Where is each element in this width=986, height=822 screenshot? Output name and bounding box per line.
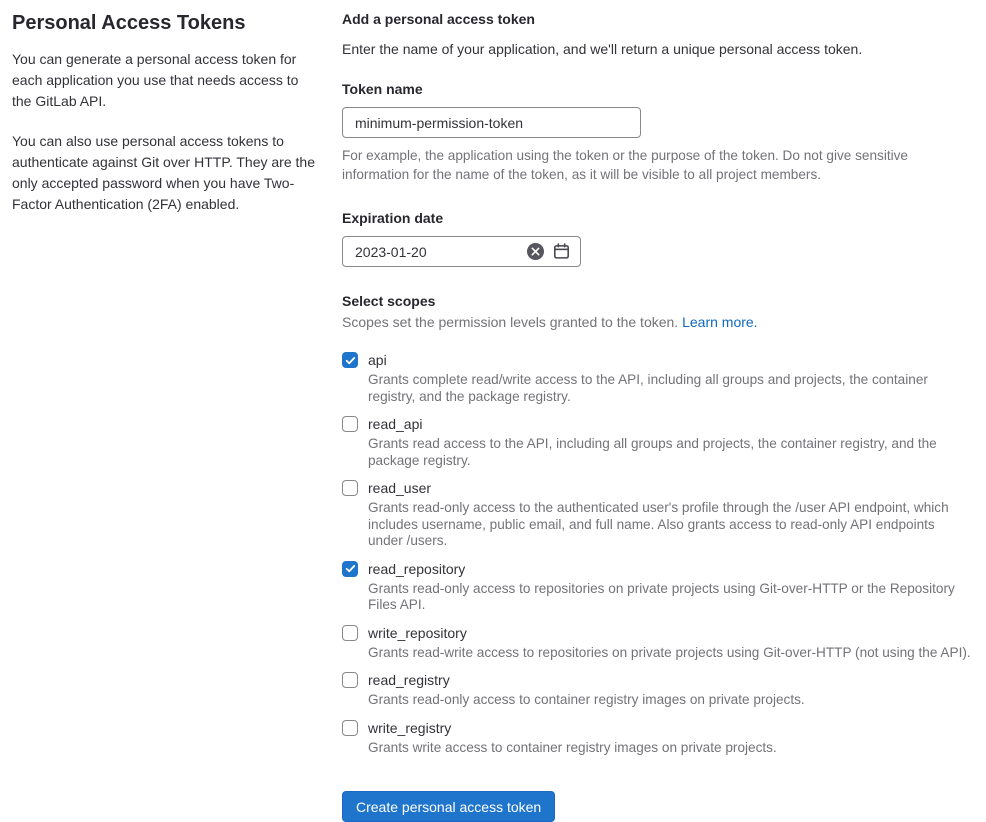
- scopes-list: [342, 350, 974, 756]
- checkbox-write-registry[interactable]: [342, 720, 358, 736]
- select-scopes-section: [342, 293, 974, 756]
- scope-description-api: Grants complete read/write access to the API, including all groups and projects, the container registry, and the package registry.: [368, 372, 928, 404]
- token-name-field-block: [342, 81, 974, 184]
- scope-label-read-registry[interactable]: read_registry: [368, 672, 450, 688]
- scope-row-read-repository[interactable]: [342, 559, 974, 579]
- scope-label-write-registry[interactable]: write_registry: [368, 719, 452, 736]
- intro-paragraph-1: You can generate a personal access token for each application you use that needs access to the GitLab API.: [12, 51, 299, 109]
- token-name-help: For example, the application using the token or the purpose of the token. Do not give sensitive information for the name of the token, as it will be visible to all project members.: [342, 148, 908, 182]
- intro-paragraph-2: You can also use personal access tokens to authenticate against Git over HTTP. They are the only accepted password when you have Two-Factor Authentication (2FA) enabled.: [12, 133, 315, 212]
- expiration-field-block: [342, 210, 974, 267]
- checkbox-api[interactable]: [342, 352, 358, 368]
- form-heading: Add a personal access token: [342, 11, 535, 27]
- checkbox-read-repository[interactable]: [342, 561, 358, 577]
- scope-label-read-repository[interactable]: read_repository: [368, 560, 466, 577]
- checkbox-read-registry[interactable]: [342, 672, 358, 688]
- scope-row-write-repository[interactable]: [342, 623, 974, 643]
- scope-description-read-registry: Grants read-only access to container registry images on private projects.: [368, 692, 805, 707]
- scope-label-read-api[interactable]: read_api: [368, 416, 423, 432]
- add-token-form: [342, 10, 974, 822]
- scope-item-api: [342, 350, 974, 405]
- form-description: Enter the name of your application, and we'll return a unique personal access token.: [342, 41, 863, 57]
- scope-row-write-registry[interactable]: [342, 718, 974, 738]
- scope-description-read-repository: Grants read-only access to repositories on private projects using Git-over-HTTP or the Repository Files API.: [368, 580, 955, 612]
- scopes-hint: [342, 315, 974, 330]
- scope-label-api[interactable]: api: [368, 352, 387, 368]
- scope-item-read-user: [342, 478, 974, 550]
- checkbox-write-repository[interactable]: [342, 625, 358, 641]
- calendar-icon[interactable]: [553, 243, 570, 260]
- scope-description-read-user: Grants read-only access to the authenticated user's profile through the /user API endpoint, which includes username, public email, and full name. Also grants access to read-only API endpoints under /users.: [368, 500, 949, 548]
- scope-item-write-repository: [342, 623, 974, 662]
- learn-more-link[interactable]: Learn more.: [682, 314, 758, 330]
- scope-item-read-registry: [342, 670, 974, 709]
- token-name-input[interactable]: [342, 107, 641, 138]
- scope-label-write-repository[interactable]: write_repository: [368, 624, 467, 641]
- expiration-date-label: Expiration date: [342, 210, 444, 226]
- select-scopes-label: Select scopes: [342, 293, 436, 309]
- page-title: Personal Access Tokens: [12, 12, 246, 34]
- scope-description-write-registry: Grants write access to container registry images on private projects.: [368, 739, 777, 755]
- scope-row-read-user[interactable]: [342, 478, 974, 498]
- expiration-date-input-wrap[interactable]: [342, 236, 581, 267]
- token-name-label: Token name: [342, 81, 423, 97]
- scope-item-read-api: [342, 414, 974, 469]
- scope-row-api[interactable]: [342, 350, 974, 370]
- scope-description-write-repository: Grants read-write access to repositories on private projects using Git-over-HTTP (not using the API).: [368, 644, 971, 660]
- scope-item-write-registry: [342, 718, 974, 757]
- checkbox-read-api[interactable]: [342, 416, 358, 432]
- scope-label-read-user[interactable]: read_user: [368, 480, 432, 496]
- scopes-hint-text: Scopes set the permission levels granted to the token.: [342, 314, 679, 330]
- scope-row-read-registry[interactable]: [342, 670, 974, 690]
- left-panel: [12, 10, 342, 822]
- scope-item-read-repository: [342, 559, 974, 614]
- checkbox-read-user[interactable]: [342, 480, 358, 496]
- scope-row-read-api[interactable]: [342, 414, 974, 434]
- expiration-date-input[interactable]: [355, 244, 527, 260]
- create-token-button[interactable]: Create personal access token: [342, 791, 555, 822]
- clear-date-icon[interactable]: [527, 243, 544, 260]
- scope-description-read-api: Grants read access to the API, including all groups and projects, the container registry, and the package registry.: [368, 436, 937, 468]
